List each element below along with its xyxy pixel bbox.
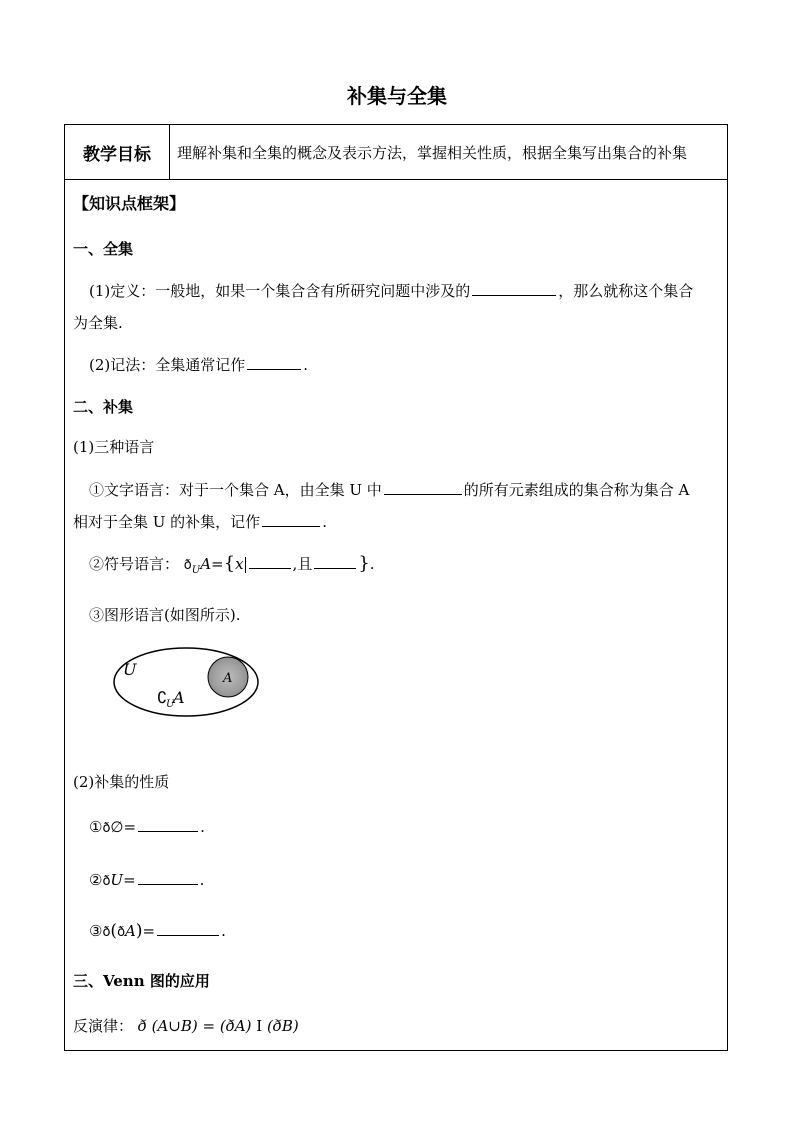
property-1-blank[interactable] — [138, 817, 198, 832]
property-2-complement: ð — [102, 874, 111, 889]
property-1 — [89, 817, 205, 836]
property-3-end: . — [221, 922, 226, 940]
symbol-language-line — [89, 553, 375, 576]
property-1-arg: ∅ — [110, 818, 124, 836]
text-language-blank[interactable] — [384, 480, 462, 495]
property-2-blank[interactable] — [138, 870, 198, 885]
property-2 — [89, 870, 204, 889]
section2-heading: 二、补集 — [73, 398, 134, 416]
complement-symbol: ð — [183, 558, 192, 573]
complement-subscript: U — [191, 565, 201, 576]
property-3-open-paren: ( — [110, 921, 118, 941]
graph-language-line: ③图形语言(如图所示). — [89, 606, 241, 624]
and-text: ,且 — [292, 555, 313, 573]
venn-diagram — [111, 645, 263, 720]
three-languages-heading: (1)三种语言 — [73, 438, 155, 456]
property-1-equals: = — [123, 818, 137, 836]
definition-text-1: (1)定义：一般地，如果一个集合含有所研究问题中涉及的 — [89, 282, 471, 300]
objective-text: 理解补集和全集的概念及表示方法，掌握相关性质，根据全集写出集合的补集 — [177, 143, 688, 162]
open-brace: { — [223, 553, 236, 574]
equals-sign: = — [211, 555, 224, 573]
condition-blank-2[interactable] — [314, 554, 356, 569]
property-1-number: ① — [89, 818, 103, 836]
section3-heading: 三、Venn 图的应用 — [73, 972, 210, 990]
set-a: A — [200, 555, 212, 573]
condition-blank-1[interactable] — [249, 554, 291, 569]
property-3-complement: ð — [102, 925, 111, 940]
demorgan-label: 反演律： — [73, 1017, 134, 1035]
definition-line — [89, 280, 693, 301]
venn-complement-symbol: ∁ — [157, 688, 168, 707]
objective-row — [65, 125, 727, 180]
section1-heading: 一、全集 — [73, 240, 134, 258]
property-3-arg: A — [125, 922, 136, 940]
property-1-complement: ð — [102, 821, 111, 836]
property-3-inner-complement: ð — [117, 925, 126, 940]
definition-text-2: ，那么就称这个集合 — [558, 282, 694, 300]
framework-heading: 【知识点框架】 — [73, 194, 186, 213]
property-3 — [89, 921, 226, 941]
text-language-line — [89, 479, 689, 500]
demorgan-equals: = — [202, 1017, 216, 1035]
demorgan-operator: I — [256, 1017, 263, 1035]
property-3-equals: = — [142, 922, 156, 940]
property-1-end: . — [200, 818, 205, 836]
complement-notation-blank[interactable] — [262, 512, 320, 527]
property-3-close-paren: ) — [135, 921, 143, 941]
demorgan-lhs: ð (A∪B) — [137, 1017, 198, 1035]
property-3-number: ③ — [89, 922, 103, 940]
demorgan-line — [73, 1015, 299, 1036]
property-2-equals: = — [123, 871, 136, 889]
property-3-blank[interactable] — [157, 921, 219, 936]
definition-continuation: 为全集. — [73, 314, 123, 332]
property-2-number: ② — [89, 871, 103, 889]
symbol-language-end: . — [369, 555, 375, 573]
demorgan-rhs-2: (ðB) — [266, 1017, 299, 1035]
property-2-end: . — [199, 871, 205, 889]
text-language-3: 相对于全集 U 的补集，记作 — [73, 513, 261, 531]
venn-label-a: A — [223, 671, 233, 686]
text-language-1: ①文字语言：对于一个集合 A，由全集 U 中 — [89, 481, 382, 499]
notation-blank[interactable] — [247, 355, 301, 370]
venn-complement-sub: U — [166, 699, 175, 710]
objective-label: 教学目标 — [65, 125, 170, 179]
notation-end: . — [303, 356, 309, 374]
definition-blank[interactable] — [472, 281, 556, 296]
symbol-language-label: ②符号语言： — [89, 555, 180, 573]
content-table — [64, 124, 728, 1051]
element-x: x — [235, 555, 244, 573]
page-title: 补集与全集 — [347, 84, 447, 108]
text-language-end: . — [322, 513, 327, 531]
text-language-continuation — [73, 511, 327, 532]
notation-line — [89, 354, 308, 375]
text-language-2: 的所有元素组成的集合称为集合 A — [463, 481, 690, 499]
venn-label-u: U — [123, 660, 137, 679]
set-builder-bar — [245, 557, 246, 573]
venn-complement-a: A — [173, 688, 185, 707]
properties-heading: (2)补集的性质 — [73, 773, 170, 791]
notation-text: (2)记法：全集通常记作 — [89, 356, 246, 374]
demorgan-rhs-1: (ðA) — [219, 1017, 252, 1035]
property-2-arg: U — [110, 871, 124, 889]
close-brace: } — [358, 553, 370, 574]
